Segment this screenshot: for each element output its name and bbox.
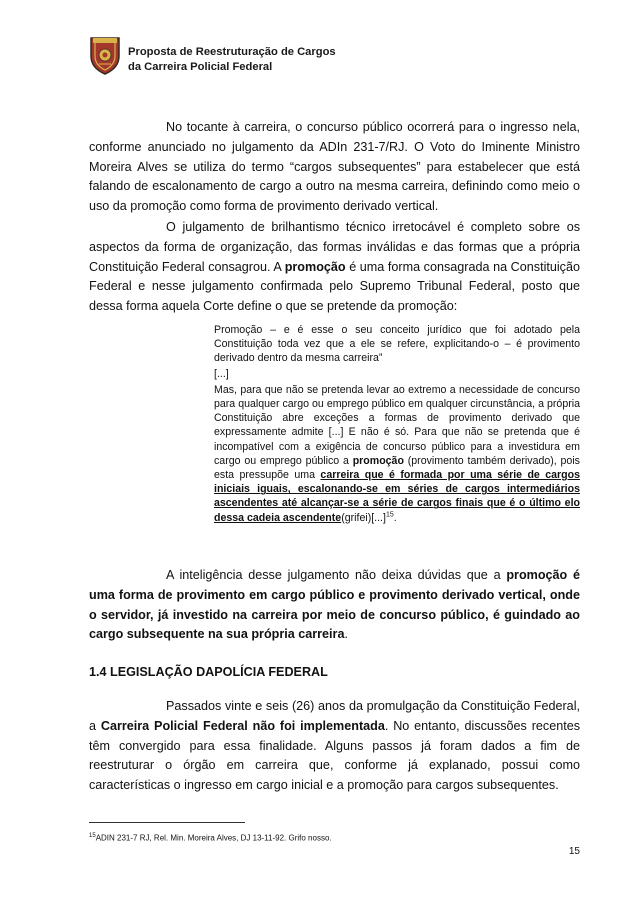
paragraph-3-text	[89, 566, 580, 645]
paragraph-4-part1: Passados vinte e seis (26) anos da promulgação da Constituição Federal, a	[89, 699, 580, 733]
section-heading: 1.4 LEGISLAÇÃO DAPOLÍCIA FEDERAL	[89, 665, 328, 679]
footnote-text: ADIN 231-7 RJ, Rel. Min. Moreira Alves, DJ 13-11-92. Grifo nosso.	[95, 833, 332, 843]
paragraph-3-bold: promoção é uma forma de provimento em cargo público e provimento derivado vertical, onde o servidor, já investido na carreira por meio de concurso público, é guindado ao cargo subsequente na sua própria carreira	[89, 568, 580, 642]
quote-end: .	[393, 511, 397, 524]
quote-bold: promoção	[352, 454, 404, 467]
paragraph-2-part2: é uma forma consagrada na Constituição Federal e nesse julgamento confirmada pelo Supremo Tribunal Federal, posto que dessa forma aquela Corte define o que se pretende da promoção:	[89, 259, 580, 314]
paragraph-3	[89, 566, 580, 645]
paragraph-2-text	[89, 218, 580, 317]
paragraph-2-part1: O julgamento de brilhantismo técnico irretocável é completo sobre os aspectos da forma de organização, das formas inválidas e das formas que a própria Constituição Federal consagrou. A	[89, 220, 580, 274]
paragraph-4	[89, 697, 580, 796]
paragraph-3-end: .	[344, 627, 348, 642]
paragraph-4-text	[89, 697, 580, 796]
quote-main	[214, 383, 580, 525]
paragraph-4-bold: Carreira Policial Federal não foi implementada	[100, 718, 385, 733]
quote-part1: Mas, para que não se pretenda levar ao extremo a necessidade de concurso para qualquer cargo ou emprego público em qualquer circunstância, a própria Constituição abre exceções a formas de provimento derivado que expressamente admite [...] E não é só. Para que não se pretenda que é incompatível com a exigência de concurso público para a investidura em cargo ou emprego público a	[214, 383, 580, 467]
paragraph-4-part2: . No entanto, discussões recentes têm convergido para essa finalidade. Alguns passos já foram dados a fim de reestruturar o órgão em carreira que, conforme já explanado, possui como características o ingresso em cargo inicial e a promoção para cargos subsequentes.	[89, 718, 580, 793]
footnote-number: 15	[89, 833, 96, 839]
footnote-divider	[89, 822, 245, 823]
paragraph-2	[89, 218, 580, 317]
quote-footnote-ref[interactable]: 15	[385, 511, 394, 519]
page-header	[88, 34, 388, 82]
header-title-line2: da Carreira Policial Federal	[128, 61, 273, 73]
paragraph-3-part1: A inteligência desse julgamento não deixa dúvidas que a	[166, 568, 507, 582]
footnote	[89, 831, 332, 844]
page-number: 15	[568, 846, 580, 857]
paragraph-2-bold: promoção	[284, 259, 346, 274]
block-quote	[214, 323, 580, 525]
quote-part3: (grifei)[...]	[341, 511, 386, 524]
quote-underlined: carreira que é formada por uma série de cargos iniciais iguais, escalonando-se em séries de cargos intermediários ascendentes até alcançar-se a série de cargos finais que é o último elo dessa cadeia ascendente	[214, 469, 581, 524]
paragraph-1	[89, 118, 580, 217]
police-badge-icon	[88, 34, 122, 76]
quote-part2: (provimento também derivado), pois esta pressupõe uma	[214, 454, 580, 482]
quote-ellipsis: [...]	[214, 367, 229, 380]
paragraph-1-text: No tocante à carreira, o concurso público ocorrerá para o ingresso nela, conforme anunciado no julgamento da ADIn 231-7/RJ. O Voto do Iminente Ministro Moreira Alves se utiliza do termo “cargos subsequentes” para estabelecer que está falando de escalonamento de cargo a outro na mesma carreira, definindo como meio o uso da promoção como forma de provimento derivado vertical.	[89, 120, 580, 214]
header-title-line1: Proposta de Reestruturação de Cargos	[128, 46, 336, 58]
quote-line1: Promoção – e é esse o seu conceito jurídico que foi adotado pela Constituição toda vez que a ele se refere, explicitando-o – é provimento derivado dentro da mesma carreira”	[214, 324, 580, 365]
